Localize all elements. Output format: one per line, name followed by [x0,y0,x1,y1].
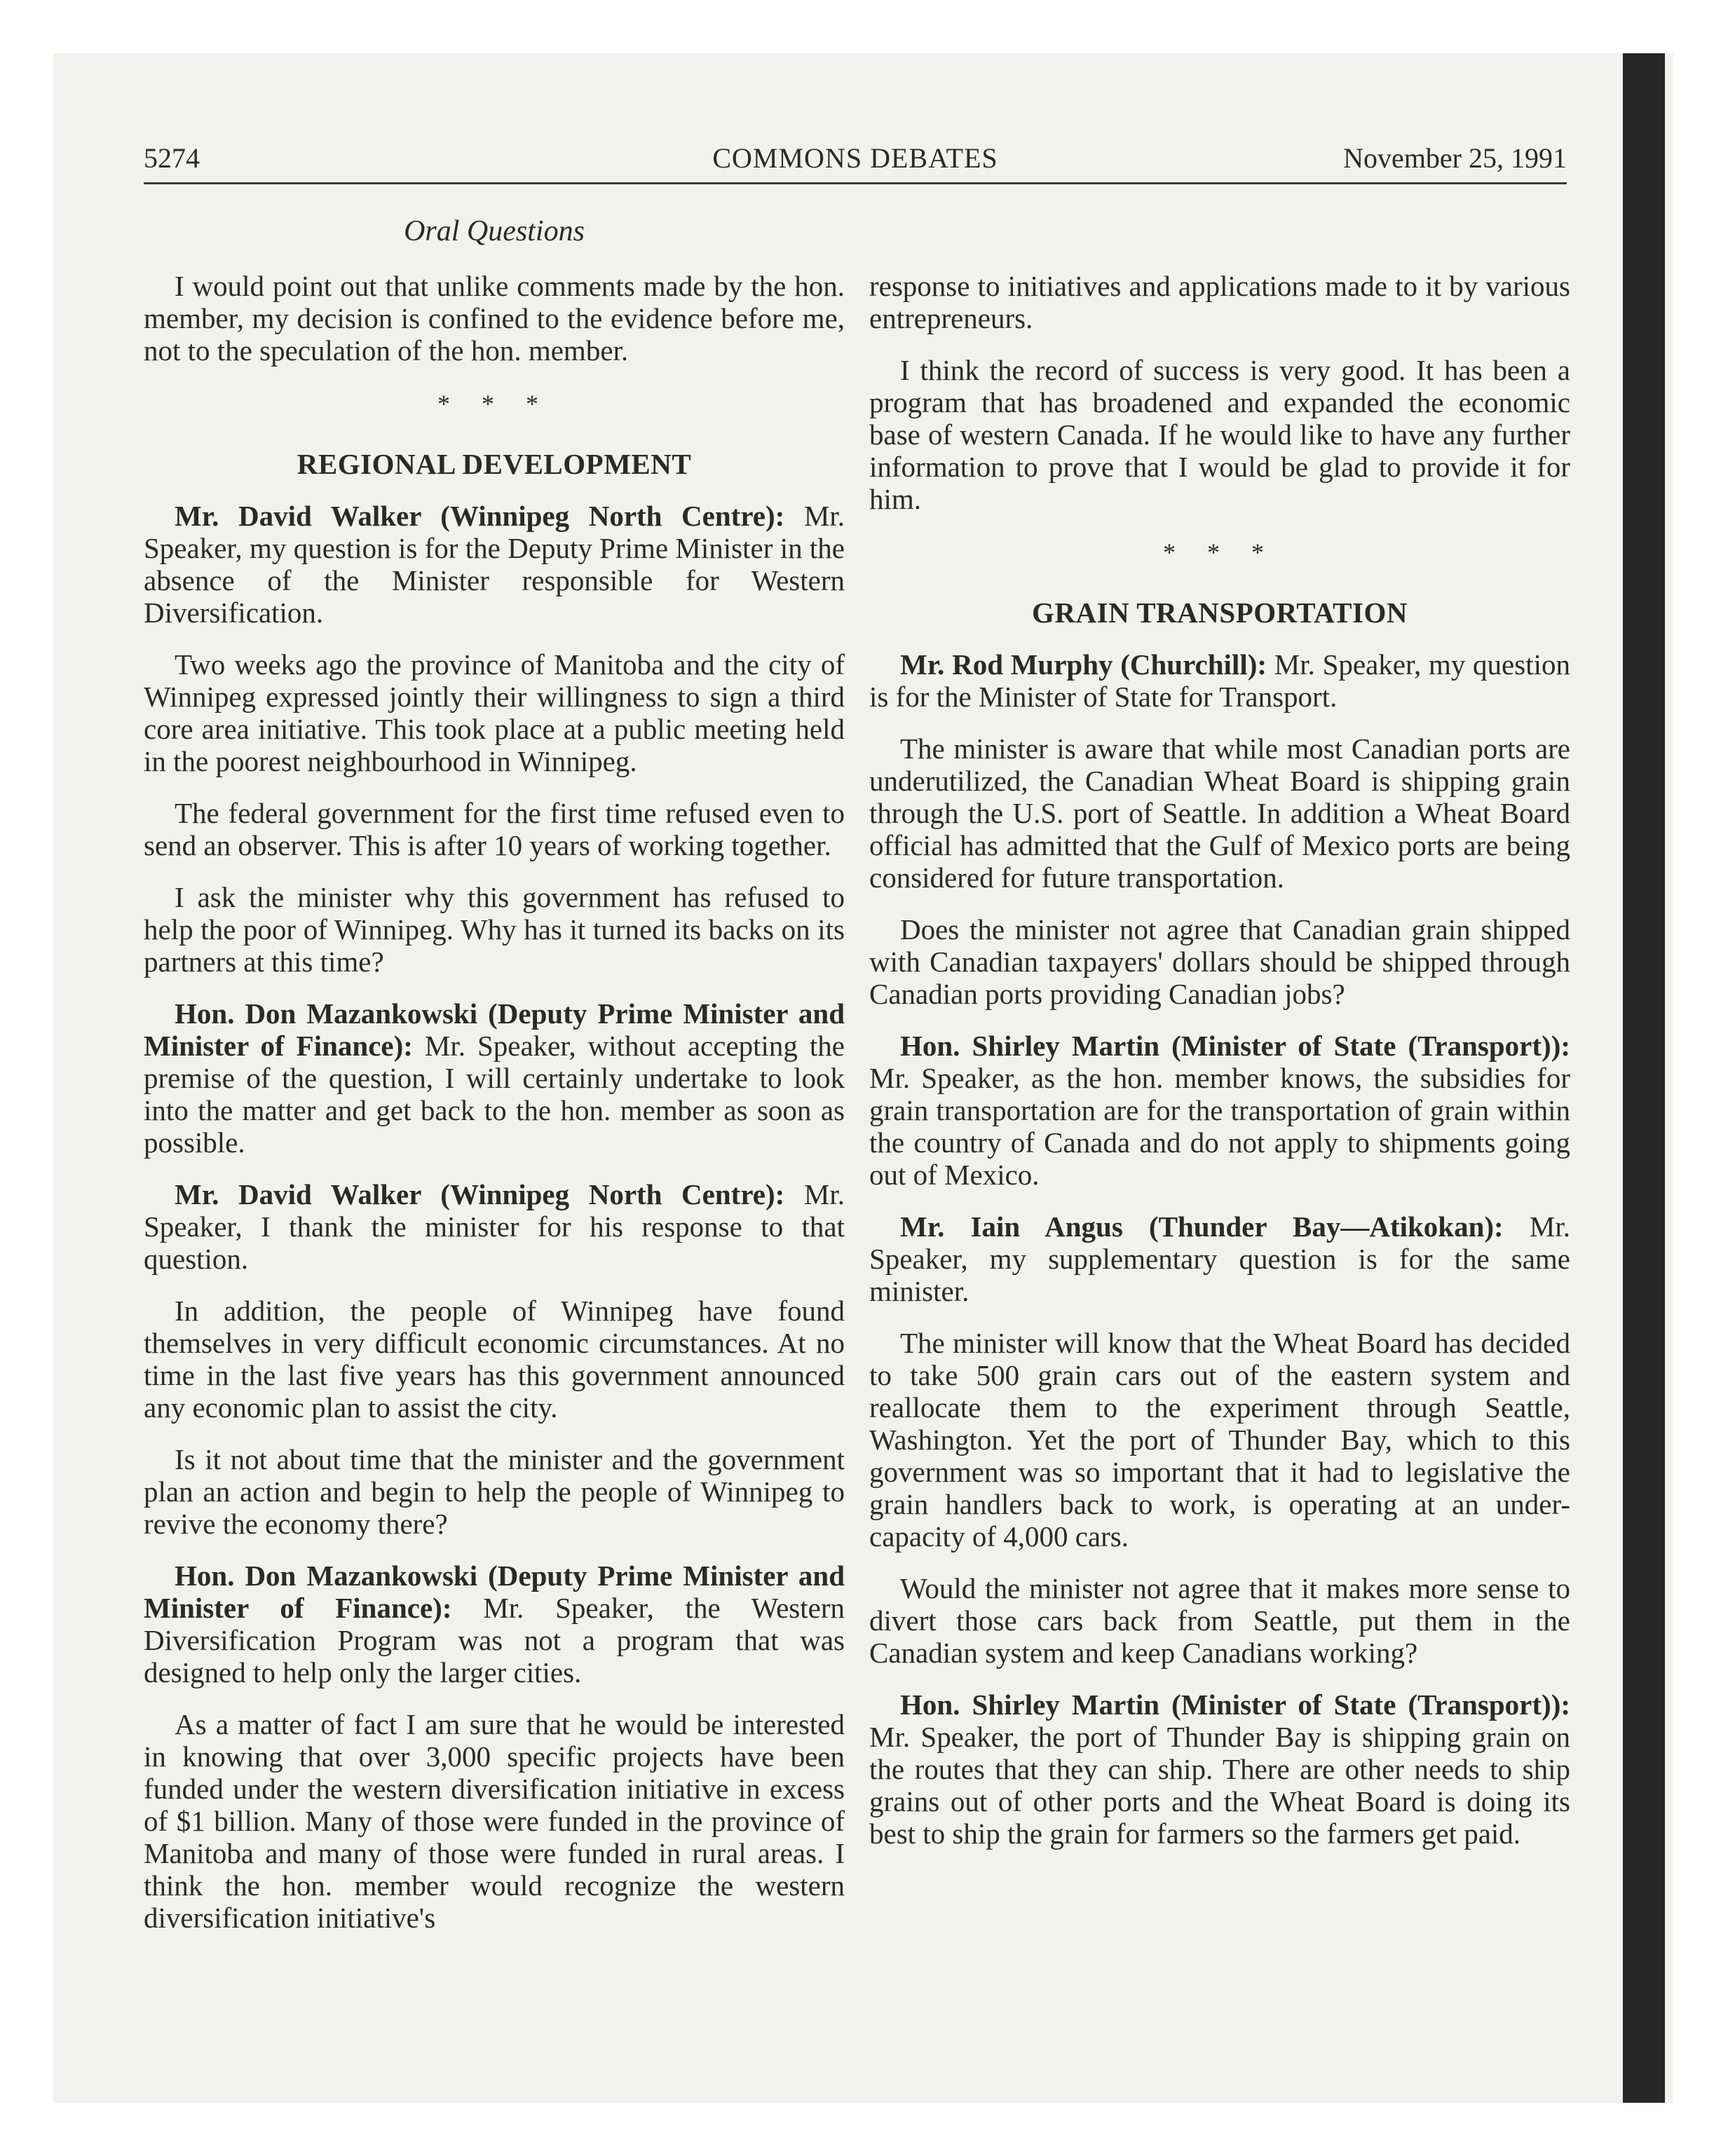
section-heading: REGIONAL DEVELOPMENT [297,448,692,480]
speech-text: Mr. Speaker, the port of Thunder Bay is shipping grain on the routes that they can ship. There are other needs to ship grains out of other ports and the Wheat Board is doing its best to ship the grain for farmers so the farmers get paid. [869,1721,1570,1850]
speech-text: Mr. Speaker, my supplementary question is for the same minister. [869,1210,1570,1307]
paragraph [144,1178,845,1275]
speaker-name: Mr. Iain Angus (Thunder Bay—Atikokan): [900,1210,1504,1243]
scan-dark-edge [1623,53,1665,2103]
paragraph [869,1210,1570,1307]
page-header [144,137,1567,179]
speech-text: Mr. Speaker, my question is for the Deputy Prime Minister in the absence of the Minister responsible for Western Diversification. [144,500,845,629]
paragraph [869,1030,1570,1191]
right-column [869,270,1570,1869]
paragraph: I ask the minister why this government has refused to help the poor of Winnipeg. Why has it turned its backs on its partners at this time? [144,881,845,978]
publication-date: November 25, 1991 [1343,142,1567,174]
paragraph: Would the minister not agree that it makes more sense to divert those cars back from Seattle, put them in the Canadian system and keep Canadians working? [869,1572,1570,1669]
speaker-name: Mr. David Walker (Winnipeg North Centre): [175,1178,785,1210]
paragraph: response to initiatives and applications made to it by various entrepreneurs. [869,270,1570,334]
paragraph: As a matter of fact I am sure that he would be interested in knowing that over 3,000 specific projects have been funded under the western diversification initiative in excess of $1 billion. Many of those were funded in the province of Manitoba and many of those were funded in rural areas. I think the hon. member would recognize the western diversification initiative's [144,1708,845,1934]
speech-text: Mr. Speaker, the Western Diversification Program was not a program that was designed to help only the larger cities. [144,1592,845,1688]
section-separator: * * * [1163,538,1277,566]
paragraph: I would point out that unlike comments made by the hon. member, my decision is confined to the evidence before me, not to the speculation of the hon. member. [144,270,845,367]
paragraph [144,500,845,629]
speech-text: Mr. Speaker, my question is for the Minister of State for Transport. [869,648,1570,713]
header-rule [144,182,1567,184]
speaker-name: Mr. Rod Murphy (Churchill): [900,648,1267,681]
paragraph [869,648,1570,713]
section-label: Oral Questions [404,215,585,247]
paragraph [144,1560,845,1688]
speech-text: Mr. Speaker, as the hon. member knows, the subsidies for grain transportation are for the transportation of grain within the country of Canada and do not apply to shipments going out of Mexico. [869,1062,1570,1191]
publication-title: COMMONS DEBATES [712,142,998,174]
paragraph [869,1688,1570,1850]
paragraph: Two weeks ago the province of Manitoba and the city of Winnipeg expressed jointly their willingness to sign a third core area initiative. This took place at a public meeting held in the poorest neighbourhood in Winnipeg. [144,648,845,777]
paragraph: Does the minister not agree that Canadian grain shipped with Canadian taxpayers' dollars should be shipped through Canadian ports providing Canadian jobs? [869,913,1570,1010]
speaker-name: Mr. David Walker (Winnipeg North Centre): [175,500,785,532]
speaker-name: Hon. Shirley Martin (Minister of State (Transport)): [900,1030,1570,1062]
left-column [144,270,845,1953]
page-number: 5274 [144,142,200,174]
speaker-name: Hon. Don Mazankowski (Deputy Prime Minister and Minister of Finance): [144,997,845,1062]
speaker-name: Hon. Don Mazankowski (Deputy Prime Minister and Minister of Finance): [144,1560,845,1624]
paragraph: Is it not about time that the minister and the government plan an action and begin to help the people of Winnipeg to revive the economy there? [144,1443,845,1540]
section-heading: GRAIN TRANSPORTATION [1032,596,1408,629]
speech-text: Mr. Speaker, without accepting the premise of the question, I will certainly undertake to look into the matter and get back to the hon. member as soon as possible. [144,1030,845,1159]
speaker-name: Hon. Shirley Martin (Minister of State (Transport)): [900,1688,1570,1721]
paragraph: In addition, the people of Winnipeg have found themselves in very difficult economic circumstances. At no time in the last five years has this government announced any economic plan to assist the city. [144,1295,845,1424]
paragraph: The minister is aware that while most Canadian ports are underutilized, the Canadian Wheat Board is shipping grain through the U.S. port of Seattle. In addition a Wheat Board official has admitted that the Gulf of Mexico ports are being considered for future transportation. [869,732,1570,894]
paragraph: I think the record of success is very good. It has been a program that has broadened and expanded the economic base of western Canada. If he would like to have any further information to prove that I would be glad to provide it for him. [869,354,1570,515]
section-separator: * * * [437,390,551,418]
speech-text: Mr. Speaker, I thank the minister for his response to that question. [144,1178,845,1275]
paragraph [144,997,845,1159]
paragraph: The minister will know that the Wheat Board has decided to take 500 grain cars out of the eastern system and reallocate them to the experiment through Seattle, Washington. Yet the port of Thunder Bay, which to this government was so important that it had to legislative the grain handlers back to work, is operating at an under-capacity of 4,000 cars. [869,1327,1570,1553]
paragraph: The federal government for the first time refused even to send an observer. This is after 10 years of working together. [144,797,845,861]
